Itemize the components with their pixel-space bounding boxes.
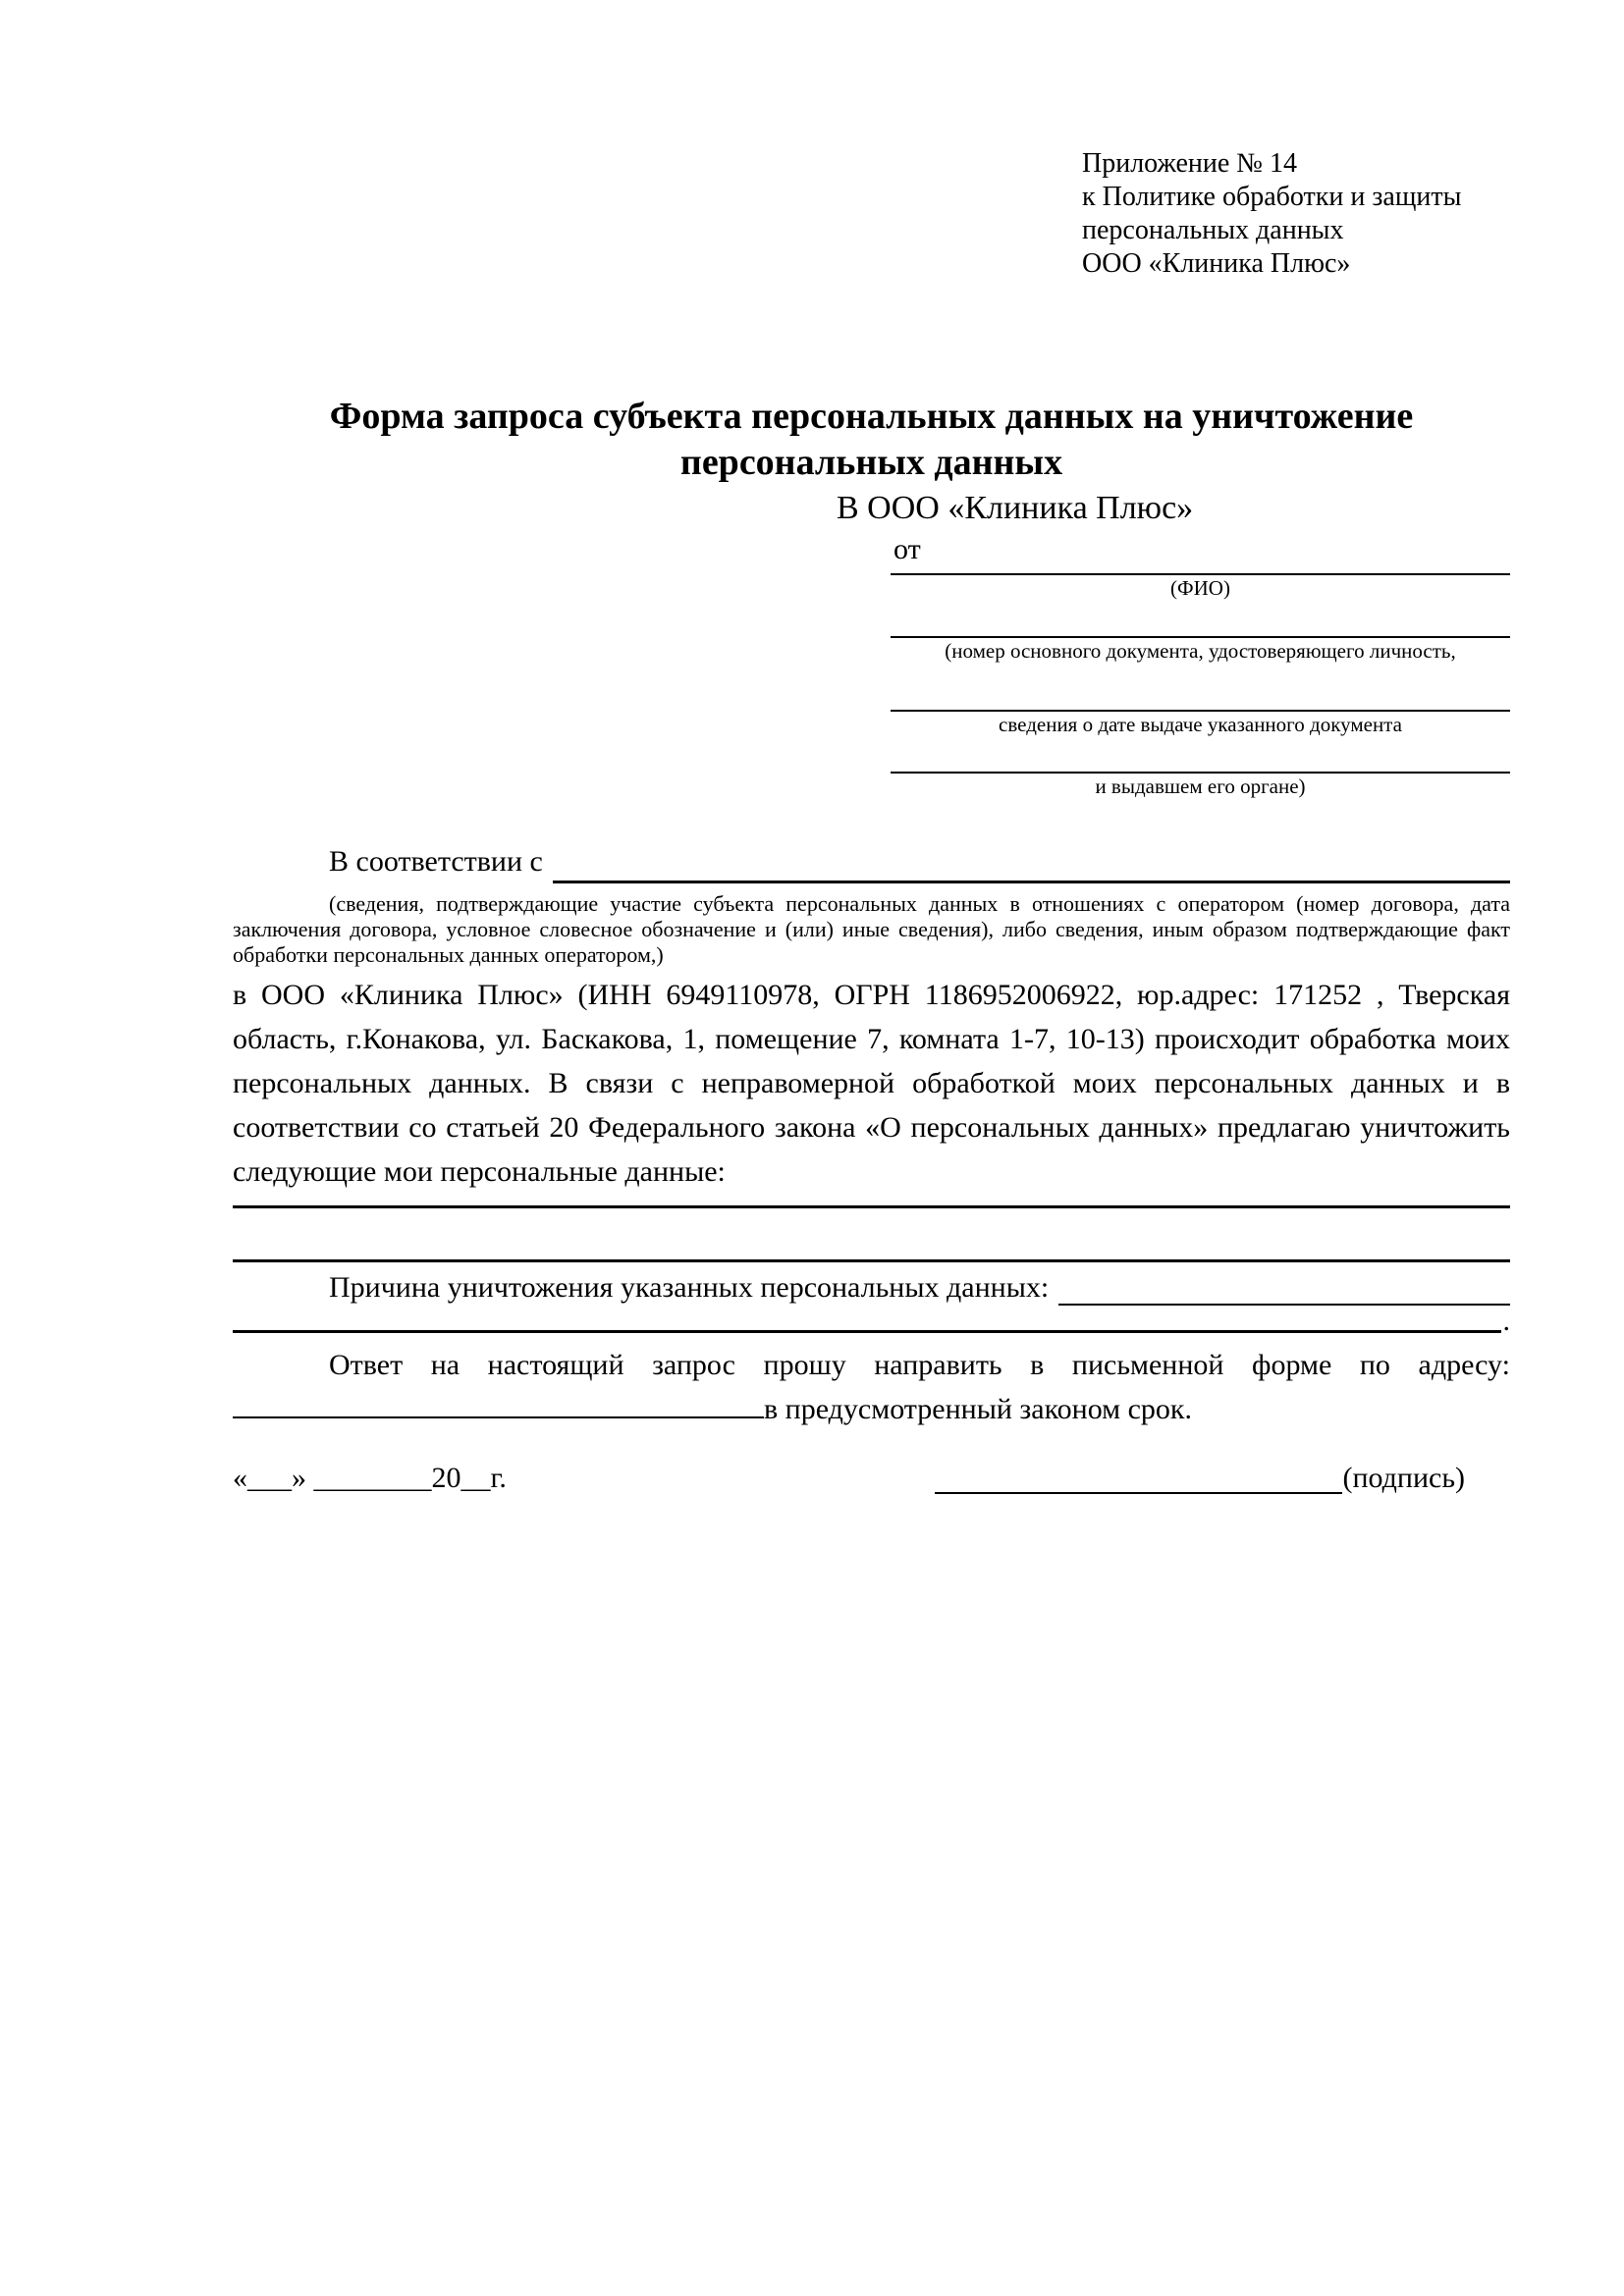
reason-input-line-1[interactable] — [1058, 1265, 1510, 1306]
date-signature-row — [233, 1456, 1465, 1500]
response-address-input-line[interactable] — [233, 1416, 764, 1418]
appendix-block — [1082, 147, 1510, 281]
appendix-line-4: ООО «Клиника Плюс» — [1082, 248, 1351, 279]
main-paragraph: в ООО «Клиника Плюс» (ИНН 6949110978, ОГРН 1186952006922, юр.адрес: 171252 , Тверская область, г.Конакова, ул. Баскакова, 1, помещение 7, комната 1-7, 10-13) происходит обработка моих персональных данных. В связи с неправомерной обработкой моих персональных данных и в соответствии со статьей 20 Федерального закона «О персональных данных» предлагаю уничтожить следующие мои персональные данные: — [233, 979, 1510, 1188]
signature-input-line[interactable] — [935, 1456, 1342, 1494]
fio-caption: (ФИО) — [1170, 576, 1230, 600]
accordance-input-line[interactable] — [553, 839, 1510, 883]
response-term-text: в предусмотренный законом срок. — [764, 1393, 1192, 1425]
appendix-line-3: персональных данных — [1082, 215, 1344, 245]
data-to-destroy-input-line-1[interactable] — [233, 1194, 1510, 1208]
document-number-input-line[interactable] — [891, 601, 1510, 638]
reason-input-line-2[interactable] — [233, 1330, 1501, 1333]
from-label: от — [893, 533, 921, 565]
document-title-line-1: Форма запроса субъекта персональных данных на уничтожение — [329, 396, 1414, 437]
appendix-line-2: к Политике обработки и защиты — [1082, 182, 1462, 212]
issuing-authority-input-line[interactable] — [891, 737, 1510, 774]
reason-input-row-2 — [233, 1305, 1510, 1337]
reason-row — [233, 1265, 1510, 1309]
accordance-footnote: (сведения, подтверждающие участие субъекта персональных данных в отношениях с оператором (номер договора, дата заключения договора, условное словесное обозначение и (или) иные сведения), либо сведения, иным образом подтверждающие факт обработки персональных данных оператором,) — [233, 891, 1510, 967]
date-fill-in[interactable]: «___» ________20__г. — [233, 1462, 507, 1494]
issue-date-caption: сведения о дате выдаче указанного документа — [999, 713, 1402, 736]
document-title — [233, 394, 1510, 486]
document-title-line-2: персональных данных — [679, 442, 1063, 483]
reason-label: Причина уничтожения указанных персональных данных: — [329, 1271, 1050, 1304]
signature-caption: (подпись) — [1342, 1462, 1465, 1494]
response-request-text: Ответ на настоящий запрос прошу направить в письменной форме по адресу: — [329, 1349, 1510, 1381]
top-margin — [233, 0, 1510, 147]
addressee-line: В ООО «Клиника Плюс» — [837, 490, 1194, 526]
sentence-period: . — [1502, 1305, 1510, 1337]
accordance-lead-text: В соответствии с — [329, 845, 543, 878]
requester-fields — [891, 569, 1510, 799]
response-address-row — [233, 1387, 1510, 1431]
accordance-row — [233, 839, 1510, 883]
issue-date-input-line[interactable] — [891, 664, 1510, 712]
issuing-authority-caption: и выдавшем его органе) — [1095, 774, 1306, 798]
appendix-line-1: Приложение № 14 — [1082, 148, 1297, 179]
data-to-destroy-input-line-2[interactable] — [233, 1208, 1510, 1262]
document-number-caption: (номер основного документа, удостоверяющего личность, — [945, 639, 1456, 663]
